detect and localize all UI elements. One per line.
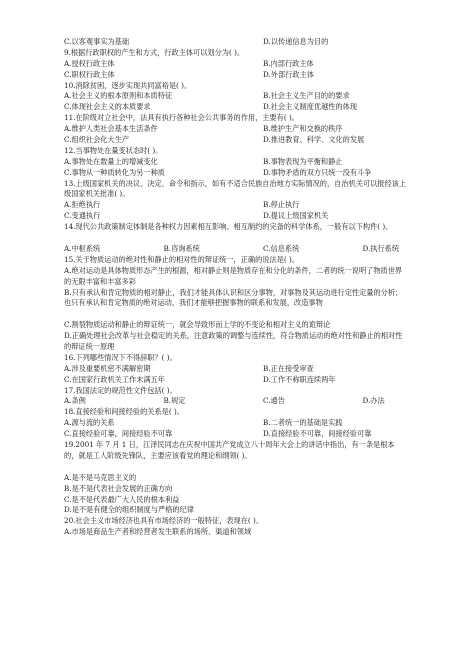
option-text: C.是不是代表最广大人民的根本利益 — [64, 494, 180, 504]
option-text: D.事物矛盾的双方只统一没有斗争 — [263, 167, 372, 177]
option-row — [64, 70, 408, 81]
option-row — [64, 364, 408, 375]
question-text: 14.现代公共政策制定体制是各种权力因素相互影响、相互制约的完备的科学体系，一般有以下构件( )。 — [64, 222, 393, 232]
option-text: D.执行系统 — [362, 243, 400, 253]
question-text: 12.当事物处在量变状态时( )。 — [64, 145, 163, 155]
option-text: C.职权行政主体 — [64, 69, 115, 79]
option-row — [64, 168, 408, 179]
option-text: D.社会主义制度优越性的体现 — [263, 102, 358, 112]
option-row — [64, 200, 408, 211]
option-row — [64, 91, 408, 102]
option-text: A.授权行政主体 — [64, 58, 115, 68]
option-row — [64, 59, 408, 70]
option-text: B.只有承认和肯定物质的相对静止，我们才能具体认识和区分事物，对事物及其运动进行定性定量的分析；也只有承认和肯定物质的绝对运动，我们才能够把握事物的联系和发展，改造事物 — [64, 287, 403, 308]
option-text: C.变通执行 — [64, 211, 101, 221]
option-text: A.是不是马克思主义的 — [64, 472, 137, 482]
option-text: A.中枢系统 — [64, 243, 101, 253]
option-text: C.组织社会化大生产 — [64, 135, 130, 145]
option-text: B.咨询系统 — [163, 243, 200, 253]
option-text: B.内部行政主体 — [263, 58, 314, 68]
question-text: 18.直接经验和间接经验的关系是( )。 — [64, 407, 184, 417]
question-text: 10.消除贫困，逐步实现共同富裕是( )。 — [64, 80, 192, 90]
option-row — [64, 157, 408, 168]
option-text: D.直接经验不可靠，间接经验可靠 — [263, 429, 372, 439]
option-text: B.社会主义生产目的的要求 — [263, 91, 350, 101]
option-text: D.推进教育、科学、文化的发展 — [263, 135, 365, 145]
question-text: 15.关于物质运动的绝对性和静止的相对性的辩证统一，正确的说法是( )。 — [64, 254, 299, 264]
option-text: C.在国家行政机关工作未满五年 — [64, 374, 165, 384]
option-text: B.二者统一的基础是实践 — [263, 418, 343, 428]
option-text: A.条例 — [64, 396, 86, 406]
question-text: 13.上级国家机关的决议、决定、命令和指示，如有不适合民族自治地方实际情况的，自治机关可以报经该上级国家机关批准( )。 — [64, 178, 407, 199]
option-row — [64, 429, 408, 440]
option-row — [64, 418, 408, 429]
option-row — [64, 211, 408, 222]
option-row — [64, 244, 408, 255]
question-text: 19.2001 年 7 月 1 日，江泽民同志在庆祝中国共产党成立八十周年大会上的讲话中指出，有一条是根本的，就是工人阶级先锋队，主要应该看党的理论和纲领( )。 — [64, 440, 395, 460]
option-row — [64, 124, 408, 135]
option-text: A.事物处在数量上的增减变化 — [64, 156, 158, 166]
question-text: 11.在阶级对立社会中，法具有执行各种社会公共事务的作用，主要有( )。 — [64, 113, 299, 123]
option-text: B.维护生产和交换的秩序 — [263, 124, 343, 134]
option-text: D.正确处理社会改革与社会稳定的关系，注意政策的调整与连续性，符合物质运动的绝对性和静止的相对性的辩证统一原理 — [64, 331, 403, 352]
option-text: B.正在接受审查 — [263, 363, 314, 373]
question-text: 20.社会主义市场经济也具有市场经济的一般特征，表现在( )。 — [64, 516, 264, 526]
option-text: C.直接经验可靠，间接经验不可靠 — [64, 429, 173, 439]
option-text: A.绝对运动是具体物质形态产生的根源，相对静止则是物质存在和分化的条件，二者的统一说明了物质世界的无限丰富和丰富多彩 — [64, 265, 403, 286]
option-text: C.割裂物质运动和静止的辩证统一，就会导致形而上学的不变论和相对主义的诡辩论 — [64, 320, 331, 330]
option-row — [64, 37, 408, 48]
option-text: C.通告 — [263, 396, 285, 406]
option-text: B.事物表现为平衡和静止 — [263, 156, 343, 166]
option-text: A.社会主义的根本原则和本质特征 — [64, 91, 173, 101]
option-row — [64, 135, 408, 146]
option-row — [64, 396, 408, 407]
question-text: 9.根据行政职权的产生和方式，行政主体可以划分为( )。 — [64, 47, 245, 57]
option-text: B.是不是代表社会发展的正确方向 — [64, 483, 173, 493]
option-text: D.工作不称职连续两年 — [263, 374, 336, 384]
option-text: A.拒绝执行 — [64, 200, 101, 210]
option-text: A.市场是商品生产者和经营者发生联系的场所、渠道和领域 — [64, 527, 252, 537]
question-text: 17.我国法定的规范性文件包括( )。 — [64, 385, 177, 395]
option-text: D.外部行政主体 — [263, 69, 314, 79]
option-row — [64, 375, 408, 386]
option-text: C.信息系统 — [263, 243, 300, 253]
option-text: D.办法 — [362, 396, 385, 406]
option-text: D.以传递信息为目的 — [263, 37, 329, 46]
option-text: A.涉及重要机密不满解密期 — [64, 363, 151, 373]
option-text: D.提议上级国家机关 — [263, 211, 329, 221]
option-text: A.维护人类社会基本生活条件 — [64, 124, 158, 134]
option-text: C.事物从一种质转化为另一种质 — [64, 167, 165, 177]
option-row — [64, 102, 408, 113]
question-text: 16.下列哪些情况下不得辞职？( )。 — [64, 352, 177, 362]
option-text: C.以客观事实为基础 — [64, 37, 130, 46]
option-text: D.是不是有健全的组织制度与严格的纪律 — [64, 505, 194, 515]
option-text: A.源与流的关系 — [64, 418, 115, 428]
option-text: B.规定 — [163, 396, 186, 406]
option-text: B.停止执行 — [263, 200, 300, 210]
option-text: C.体现社会主义的本质要求 — [64, 102, 151, 112]
